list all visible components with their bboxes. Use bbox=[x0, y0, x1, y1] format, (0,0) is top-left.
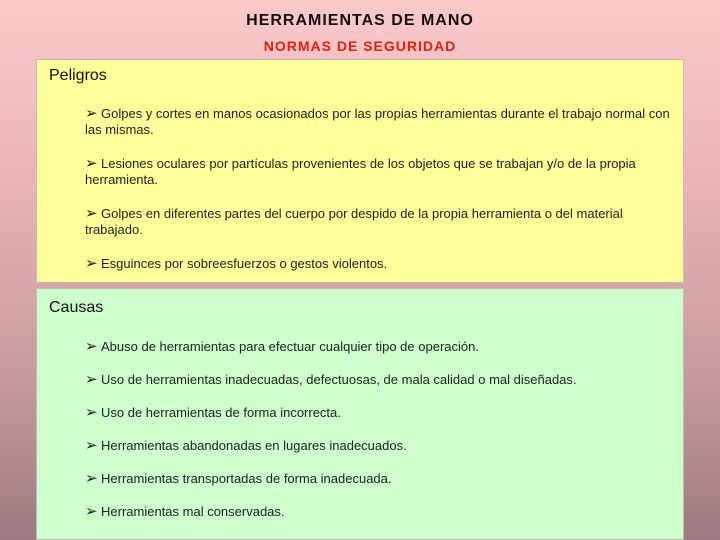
list-item-text: Uso de herramientas inadecuadas, defectuosas, de mala calidad o mal diseñadas. bbox=[101, 372, 577, 387]
page-subtitle: NORMAS DE SEGURIDAD bbox=[263, 38, 457, 54]
arrow-bullet-icon: ➢ bbox=[85, 371, 98, 388]
list-item-text: Lesiones oculares por partículas provenientes de los objetos que se trabajan y/o de la propia herramienta. bbox=[85, 156, 636, 187]
list-item-text: Esguinces por sobreesfuerzos o gestos violentos. bbox=[101, 256, 388, 271]
arrow-bullet-icon: ➢ bbox=[85, 404, 98, 421]
list-item bbox=[85, 339, 673, 355]
list-item bbox=[85, 106, 673, 138]
arrow-bullet-icon: ➢ bbox=[85, 155, 98, 172]
list-item-text: Golpes y cortes en manos ocasionados por las propias herramientas durante el trabajo normal con las mismas. bbox=[85, 106, 670, 137]
list-item bbox=[85, 471, 673, 487]
causas-panel bbox=[36, 288, 684, 540]
arrow-bullet-icon: ➢ bbox=[85, 470, 98, 487]
list-item-text: Abuso de herramientas para efectuar cualquier tipo de operación. bbox=[101, 339, 479, 354]
list-item-text: Uso de herramientas de forma incorrecta. bbox=[101, 405, 341, 420]
list-item bbox=[85, 206, 673, 238]
list-item bbox=[85, 256, 673, 272]
arrow-bullet-icon: ➢ bbox=[85, 105, 98, 122]
page-title: HERRAMIENTAS DE MANO bbox=[246, 12, 474, 29]
list-item-text: Herramientas transportadas de forma inadecuada. bbox=[101, 471, 392, 486]
list-item-text: Herramientas abandonadas en lugares inadecuados. bbox=[101, 438, 407, 453]
peligros-list bbox=[85, 106, 673, 290]
causas-heading: Causas bbox=[49, 299, 104, 316]
arrow-bullet-icon: ➢ bbox=[85, 503, 98, 520]
list-item bbox=[85, 405, 673, 421]
arrow-bullet-icon: ➢ bbox=[85, 205, 98, 222]
arrow-bullet-icon: ➢ bbox=[85, 255, 98, 272]
list-item bbox=[85, 372, 673, 388]
arrow-bullet-icon: ➢ bbox=[85, 437, 98, 454]
peligros-panel bbox=[36, 59, 684, 283]
causas-list bbox=[85, 339, 673, 537]
list-item bbox=[85, 438, 673, 454]
list-item bbox=[85, 504, 673, 520]
list-item-text: Herramientas mal conservadas. bbox=[101, 504, 285, 519]
list-item bbox=[85, 156, 673, 188]
peligros-heading: Peligros bbox=[49, 67, 107, 84]
list-item-text: Golpes en diferentes partes del cuerpo por despido de la propia herramienta o del material trabajado. bbox=[85, 206, 623, 237]
arrow-bullet-icon: ➢ bbox=[85, 338, 98, 355]
